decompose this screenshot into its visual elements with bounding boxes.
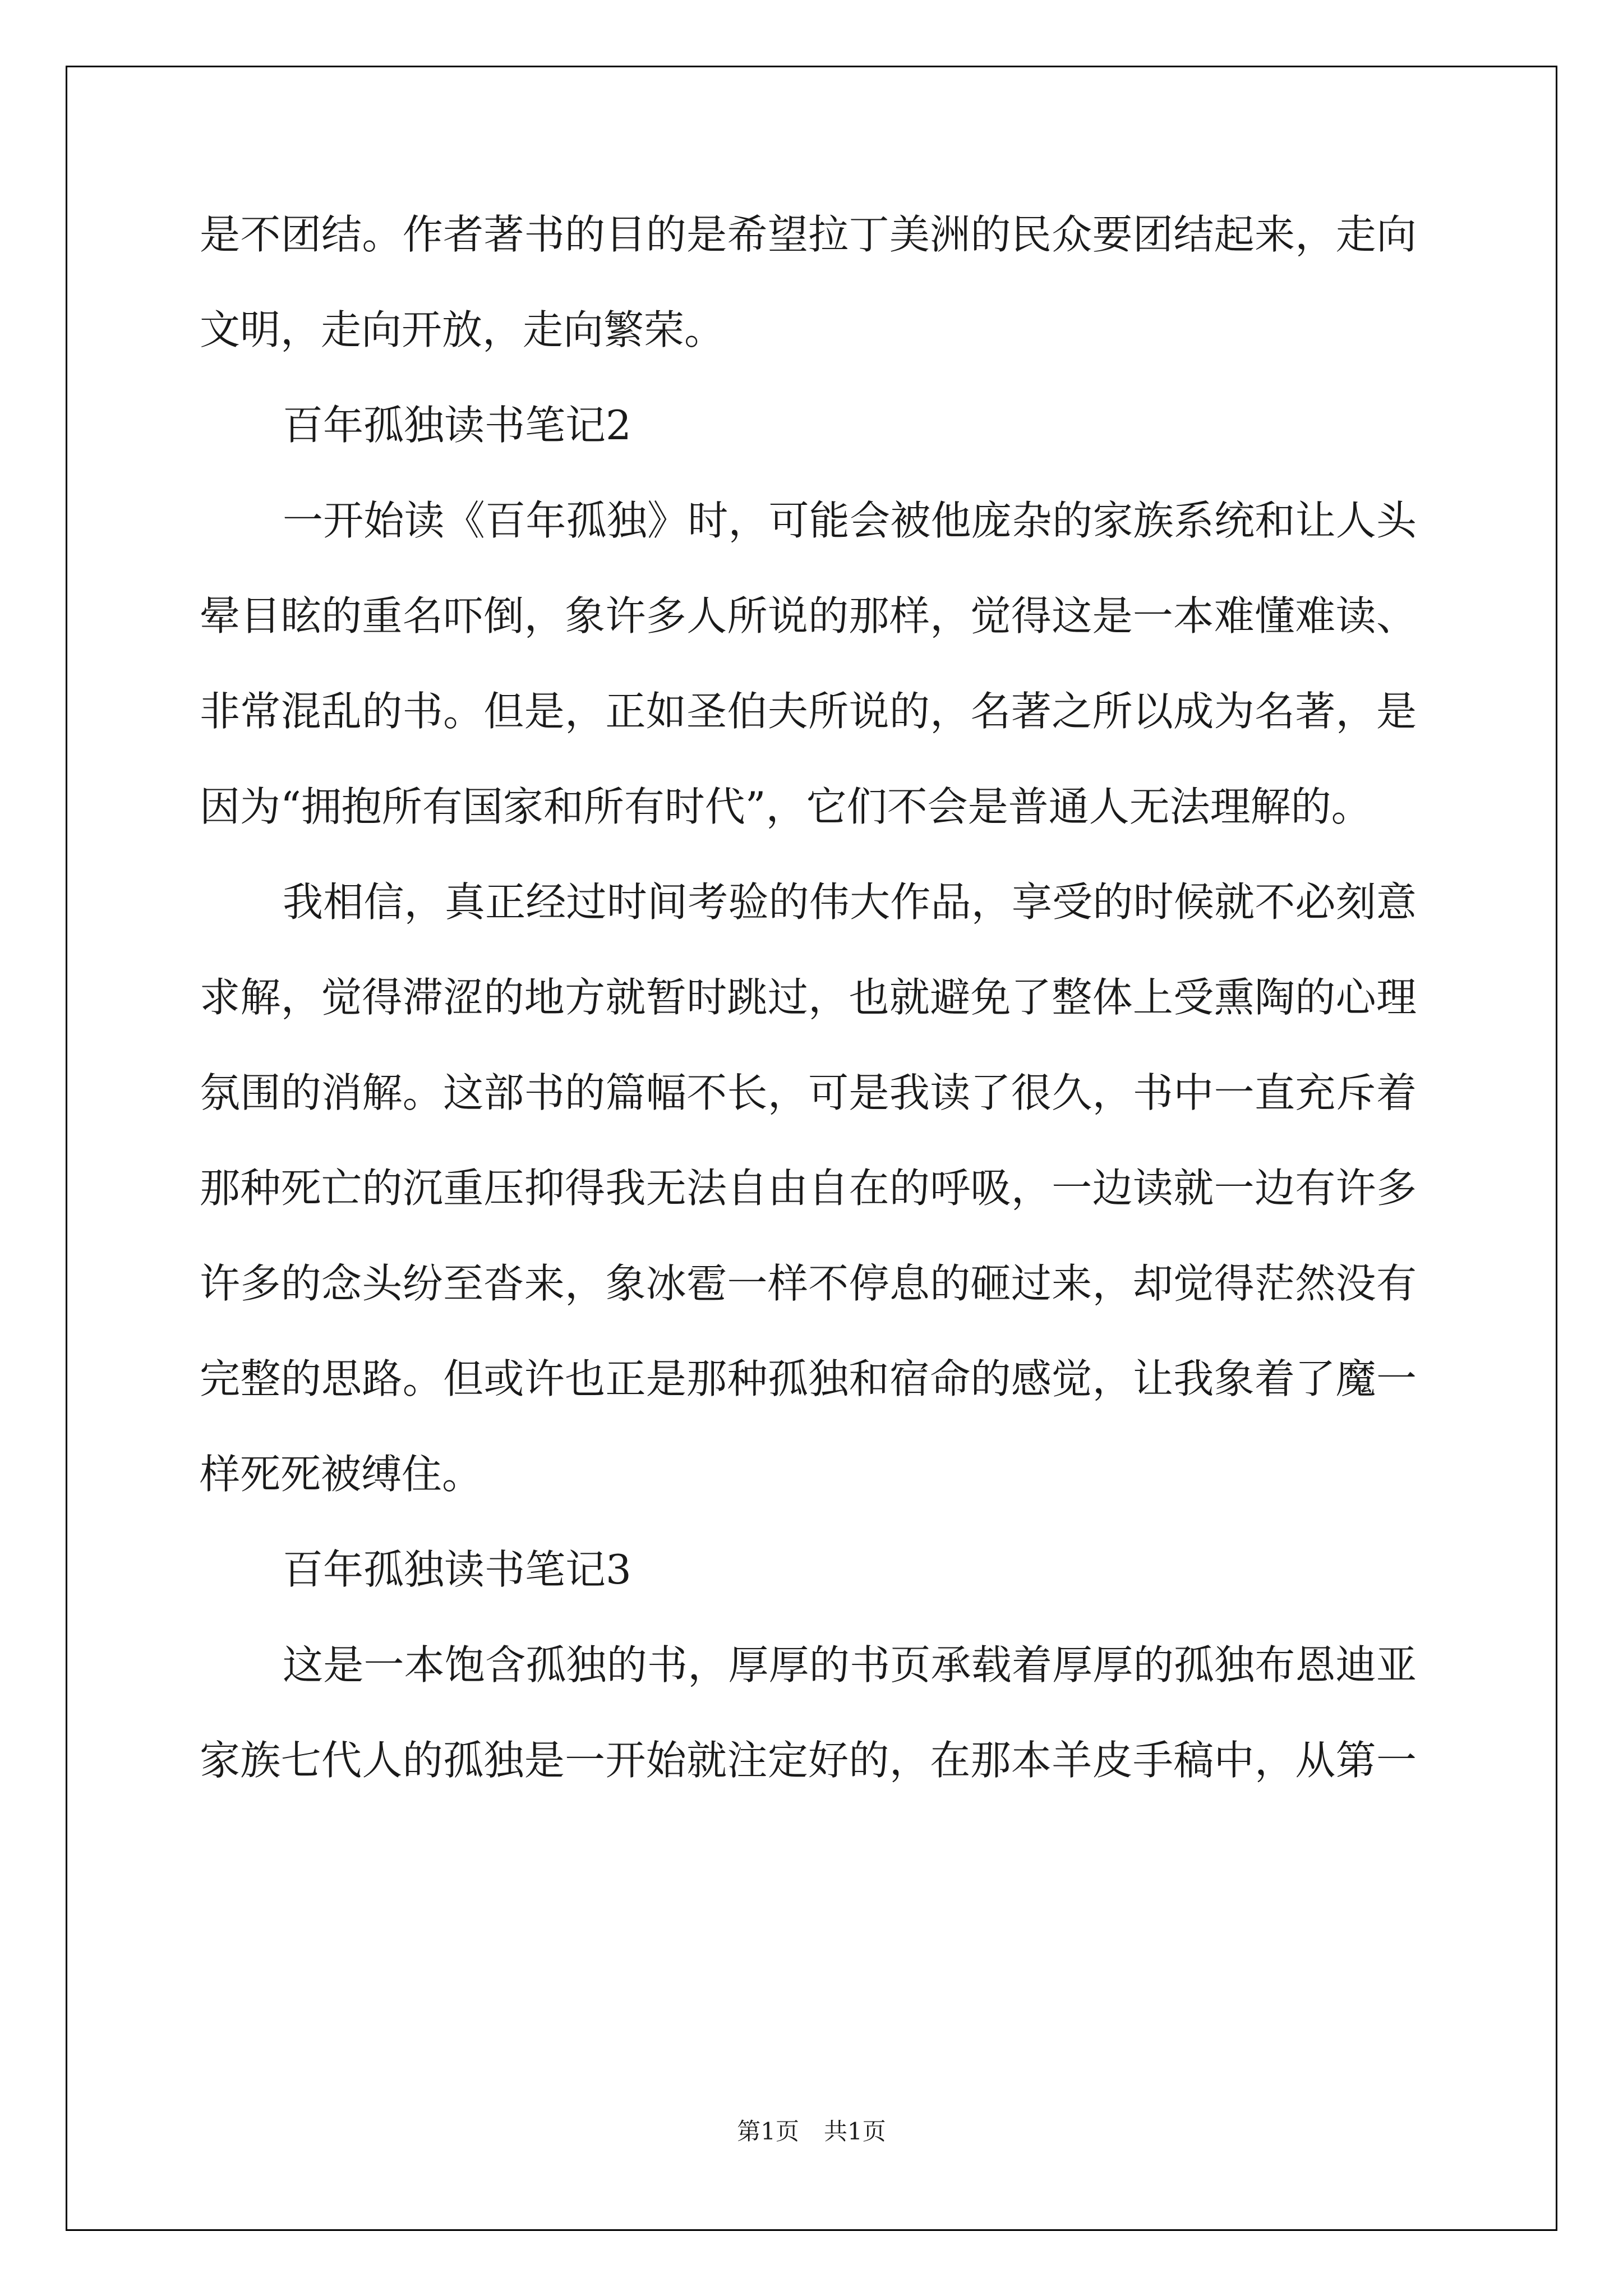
paragraph-line: 我相信，真正经过时间考验的伟大作品，享受的时候就不必刻意 (283, 878, 1417, 926)
paragraph-line: 这是一本饱含孤独的书，厚厚的书页承载着厚厚的孤独布恩迪亚 (283, 1641, 1417, 1688)
page-number: 第1页 (737, 2118, 799, 2145)
page-total: 共1页 (824, 2118, 886, 2145)
paragraph-line: 求解，觉得滞涩的地方就暂时跳过，也就避免了整体上受熏陶的心理 (200, 974, 1417, 1021)
paragraph-line: 晕目眩的重名吓倒，象许多人所说的那样，觉得这是一本难懂难读、 (200, 592, 1417, 639)
paragraph-line: 一开始读《百年孤独》时，可能会被他庞杂的家族系统和让人头 (283, 497, 1417, 544)
paragraph-line: 非常混乱的书。但是，正如圣伯夫所说的，名著之所以成为名著，是 (200, 688, 1417, 735)
paragraph-line: 样死死被缚住。 (200, 1451, 483, 1498)
page-footer (0, 2115, 1623, 2148)
paragraph-line: 完整的思路。但或许也正是那种孤独和宿命的感觉，让我象着了魔一 (200, 1355, 1417, 1402)
section-heading: 百年孤独读书笔记2 (283, 402, 631, 449)
page-border (66, 66, 1557, 2231)
paragraph-line: 文明，走向开放，走向繁荣。 (200, 306, 725, 353)
paragraph-line: 那种死亡的沉重压抑得我无法自由自在的呼吸，一边读就一边有许多 (200, 1165, 1417, 1212)
paragraph-line: 氛围的消解。这部书的篇幅不长，可是我读了很久，书中一直充斥着 (200, 1069, 1417, 1116)
paragraph-line: 家族七代人的孤独是一开始就注定好的，在那本羊皮手稿中，从第一 (200, 1737, 1417, 1784)
section-heading: 百年孤独读书笔记3 (283, 1546, 631, 1593)
paragraph-line: 是不团结。作者著书的目的是希望拉丁美洲的民众要团结起来，走向 (200, 211, 1417, 258)
paragraph-line: 许多的念头纷至沓来，象冰雹一样不停息的砸过来，却觉得茫然没有 (200, 1260, 1417, 1307)
paragraph-line: 因为“拥抱所有国家和所有时代”，它们不会是普通人无法理解的。 (200, 783, 1372, 830)
